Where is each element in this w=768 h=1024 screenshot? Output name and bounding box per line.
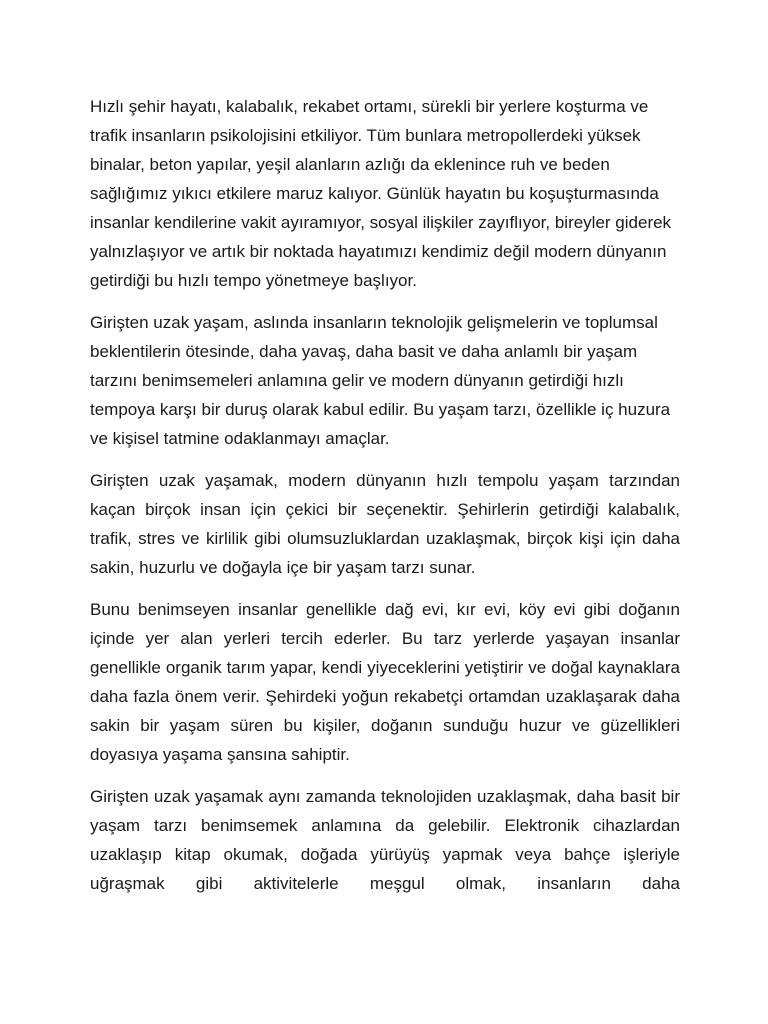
- paragraph-5: Girişten uzak yaşamak aynı zamanda teknolojiden uzaklaşmak, daha basit bir yaşam tarzı benimsemek anlamına da gelebilir. Elektronik cihazlardan uzaklaşıp kitap okumak, doğada yürüyüş yapmak veya bahçe işleriyle uğraşmak gibi aktivitelerle meşgul olmak, insanların daha: [90, 787, 680, 893]
- paragraph-4: Bunu benimseyen insanlar genellikle dağ evi, kır evi, köy evi gibi doğanın içinde yer alan yerleri tercih ederler. Bu tarz yerlerde yaşayan insanlar genellikle organik tarım yapar, kendi yiyeceklerini yetiştirir ve doğal kaynaklara daha fazla önem verir. Şehirdeki yoğun rekabetçi ortamdan uzaklaşarak daha sakin bir yaşam süren bu kişiler, doğanın sunduğu huzur ve güzellikleri doyasıya yaşama şansına sahiptir.: [90, 600, 680, 764]
- paragraph-1: Hızlı şehir hayatı, kalabalık, rekabet ortamı, sürekli bir yerlere koşturma ve trafik insanların psikolojisini etkiliyor. Tüm bunlara metropollerdeki yüksek binalar, beton yapılar, yeşil alanların azlığı da eklenince ruh ve beden sağlığımız yıkıcı etkilere maruz kalıyor. Günlük hayatın bu koşuşturmasında insanlar kendilerine vakit ayıramıyor, sosyal ilişkiler zayıflıyor, bireyler giderek yalnızlaşıyor ve artık bir noktada hayatımızı kendimiz değil modern dünyanın getirdiği bu hızlı tempo yönetmeye başlıyor.: [90, 97, 672, 290]
- document-body: [90, 92, 680, 911]
- paragraph-3: Girişten uzak yaşamak, modern dünyanın hızlı tempolu yaşam tarzından kaçan birçok insan için çekici bir seçenektir. Şehirlerin getirdiği kalabalık, trafik, stres ve kirlilik gibi olumsuzluklardan uzaklaşmak, birçok kişi için daha sakin, huzurlu ve doğayla içe bir yaşam tarzı sunar.: [90, 471, 680, 577]
- paragraph-2: Girişten uzak yaşam, aslında insanların teknolojik gelişmelerin ve toplumsal beklentilerin ötesinde, daha yavaş, daha basit ve daha anlamlı bir yaşam tarzını benimsemeleri anlamına gelir ve modern dünyanın getirdiği hızlı tempoya karşı bir duruş olarak kabul edilir. Bu yaşam tarzı, özellikle iç huzura ve kişisel tatmine odaklanmayı amaçlar.: [90, 313, 671, 448]
